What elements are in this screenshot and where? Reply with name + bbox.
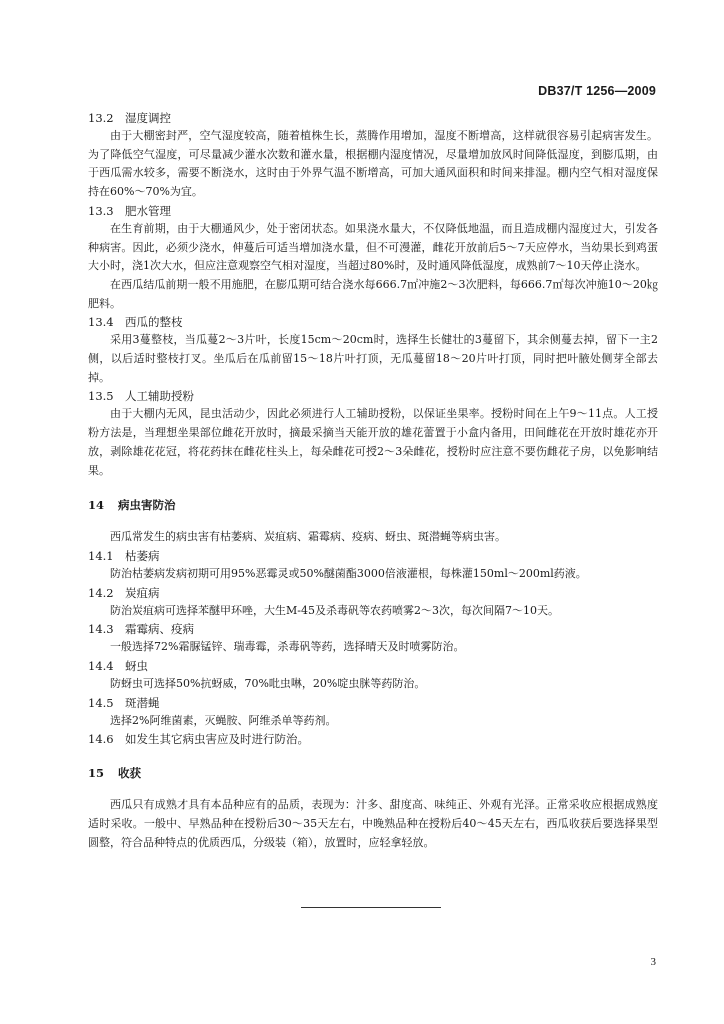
section-number: 14.6 (88, 732, 114, 747)
section-title: 霜霉病、疫病 (125, 622, 194, 637)
document-body (88, 109, 658, 853)
paragraph-leafminer: 选择2%阿维菌素，灭蝇胺、阿维杀单等药剂。 (110, 713, 337, 727)
paragraph-anthracnose: 防治炭疽病可选择苯醚甲环唑，大生M-45及杀毒矾等农药喷雾2～3次，每次间隔7～10天。 (110, 603, 559, 617)
section-title: 斑潜蝇 (125, 695, 160, 710)
section-heading-14-2 (88, 584, 658, 602)
section-heading-13-4 (88, 313, 658, 331)
paragraph-humidity-control: 由于大棚密封严，空气湿度较高，随着植株生长，蒸腾作用增加，湿度不断增高，这样就很容易引起病害发生。为了降低空气湿度，可尽量减少灌水次数和灌水量，根据棚内湿度情况，尽量增加放风时间降低湿度，到膨瓜期，由于西瓜需水较多，需要不断浇水，这时由于外界气温不断增高，可加大通风面积和时间来排湿。棚内空气相对湿度保持在60%～70%为宜。 (88, 129, 658, 199)
section-number: 13.5 (88, 389, 114, 404)
section-title: 炭疽病 (125, 585, 160, 600)
section-heading-14 (88, 496, 658, 514)
section-number: 14 (88, 498, 105, 513)
section-number: 13.4 (88, 315, 114, 330)
section-title: 蚜虫 (125, 659, 148, 674)
paragraph-pests-overview: 西瓜常发生的病虫害有枯萎病、炭疽病、霜霉病、疫病、蚜虫、斑潜蝇等病虫害。 (110, 530, 506, 544)
paragraph-water-management: 在生育前期，由于大棚通风少，处于密闭状态。如果浇水量大，不仅降低地温，而且造成棚内湿度过大，引发各种病害。因此，必须少浇水，伸蔓后可适当增加浇水量，但不可漫灌，雌花开放前后5～7天应停水，当幼果长到鸡蛋大小时，浇1次大水，但应注意观察空气相对湿度，当超过80%时，及时通风降低湿度，成熟前7～10天停止浇水。 (88, 221, 658, 273)
section-heading-13-5 (88, 387, 658, 405)
section-number: 14.3 (88, 622, 114, 637)
section-title: 如发生其它病虫害应及时进行防治。 (125, 732, 309, 747)
section-number: 15 (88, 766, 105, 781)
paragraph-downy-mildew: 一般选择72%霜脲锰锌、瑞毒霉，杀毒矾等药，选择晴天及时喷雾防治。 (110, 640, 465, 654)
section-heading-14-5 (88, 694, 658, 712)
paragraph-fertilizer: 在西瓜结瓜前期一般不用施肥，在膨瓜期可结合浇水每666.7㎡冲施2～3次肥料，每666.7㎡每次冲施10～20㎏肥料。 (88, 277, 658, 310)
paragraph-pruning: 采用3蔓整枝，当瓜蔓2～3片叶，长度15cm～20cm时，选择生长健壮的3蔓留下，其余侧蔓去掉，留下一主2侧，以后适时整枝打叉。坐瓜后在瓜前留15～18片叶打顶，无瓜蔓留18～20片叶打顶，同时把叶腋处侧芽全部去掉。 (88, 333, 658, 384)
page-number: 3 (650, 956, 656, 968)
paragraph-fusarium-wilt: 防治枯萎病发病初期可用95%恶霉灵或50%醚菌酯3000倍液灌根，每株灌150ml～200ml药液。 (110, 566, 587, 580)
section-title: 肥水管理 (125, 203, 171, 218)
section-heading-13-2 (88, 109, 658, 127)
end-divider (301, 907, 441, 908)
section-heading-14-6 (88, 730, 658, 748)
section-heading-14-1 (88, 547, 658, 565)
document-code: DB37/T 1256—2009 (538, 84, 656, 98)
section-title: 西瓜的整枝 (125, 315, 183, 330)
section-number: 14.4 (88, 659, 114, 674)
section-number: 14.1 (88, 548, 114, 563)
paragraph-harvest: 西瓜只有成熟才具有本品种应有的品质，表现为：汁多、甜度高、味纯正、外观有光泽。正常采收应根据成熟度适时采收。一般中、早熟品种在授粉后30～35天左右，中晚熟品种在授粉后40～45天左右，西瓜收获后要选择果型圆整，符合品种特点的优质西瓜，分级装（箱），放置时，应轻拿轻放。 (88, 798, 658, 849)
section-heading-14-4 (88, 657, 658, 675)
paragraph-pollination: 由于大棚内无风，昆虫活动少，因此必须进行人工辅助授粉，以保证坐果率。授粉时间在上午9～11点。人工授粉方法是，当理想坐果部位雌花开放时，摘最采摘当天能开放的雄花蕾置于小盒内备用，田间雌花在开放时雄花亦开放，剥除雄花花冠，将花药抹在雌花柱头上，每朵雌花可授2～3朵雌花，授粉时应注意不要伤雌花子房，以免影响结果。 (88, 407, 658, 477)
section-number: 14.2 (88, 585, 114, 600)
section-title: 病虫害防治 (118, 498, 176, 513)
section-number: 13.3 (88, 203, 114, 218)
section-heading-15 (88, 764, 658, 782)
section-heading-14-3 (88, 620, 658, 638)
section-number: 14.5 (88, 695, 114, 710)
section-title: 收获 (118, 766, 141, 781)
section-title: 人工辅助授粉 (125, 389, 194, 404)
section-title: 湿度调控 (125, 111, 171, 125)
section-title: 枯萎病 (125, 548, 160, 563)
section-number: 13.2 (88, 111, 114, 125)
paragraph-aphids: 防蚜虫可选择50%抗蚜威，70%吡虫啉，20%啶虫脒等药防治。 (110, 677, 426, 691)
section-heading-13-3 (88, 202, 658, 220)
